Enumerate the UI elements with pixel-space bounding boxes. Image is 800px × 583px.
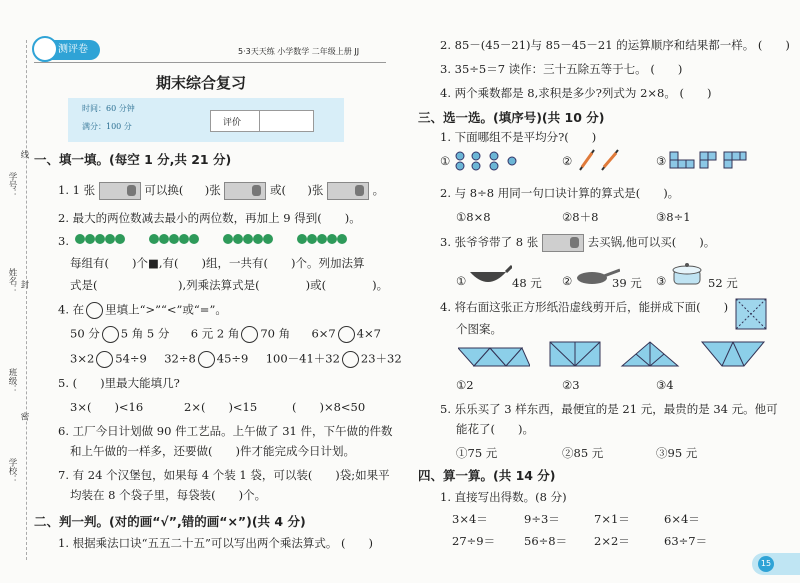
c4-opt-3: ③4 (656, 378, 674, 392)
judge-2: 2. 85－(45－21)与 85－45－21 的运算顺序和结果都一样。 ( ) (440, 38, 790, 52)
judge-1: 1. 根据乘法口诀“五五二十五”可以写出两个乘法算式。 ( ) (58, 536, 374, 550)
banknote-10-icon (542, 234, 584, 252)
question-3 (58, 234, 69, 248)
blank-circle[interactable] (241, 326, 258, 343)
c5-opt-2: ②85 元 (562, 446, 604, 460)
calc-r1-4: 6×4＝ (664, 512, 700, 526)
blocks-icon (668, 148, 748, 172)
q4-text-b: 里填上“>”“<”或“=”。 (105, 302, 227, 317)
calc-r2-1: 27÷9＝ (452, 534, 496, 548)
banknote-100-icon (99, 182, 141, 200)
q5-item-3: ( )×8<50 (292, 400, 366, 414)
name-label: 姓名： (7, 268, 17, 294)
q1-text-d: 或( (270, 183, 287, 197)
section4-title: 四、算一算。(共 14 分) (418, 468, 556, 483)
calc-r1-2: 9÷3＝ (524, 512, 560, 526)
choice-4-line2: 个图案。 (456, 322, 502, 336)
pattern-4-icon (700, 340, 766, 368)
question-6-line1: 6. 工厂今日计划做 90 件工艺品。上午做了 31 件，下午做的件数 (58, 424, 393, 438)
judge-3: 3. 35÷5＝7 读作：三十五除五等于七。 ( ) (440, 62, 683, 76)
pencils-icon (574, 148, 626, 172)
c2-opt-3: ③8÷1 (656, 210, 691, 224)
question-1 (58, 182, 384, 200)
q5-item-1: 3×( )<16 (70, 400, 144, 414)
banknote-20-icon (327, 182, 369, 200)
binding-sidebar (2, 128, 30, 568)
question-6-line2: 和上午做的一样多，还要做( )件才能完成今日计划。 (70, 444, 355, 458)
page-number-badge (752, 553, 800, 575)
school-label: 学校： (7, 458, 17, 484)
c3-price-1: 48 元 (512, 276, 542, 290)
page-title: 期末综合复习 (156, 74, 247, 92)
q4-r1-c: 6 元 2 角 (190, 326, 240, 341)
page-number: 15 (758, 556, 774, 572)
c1-opt-2-label: ② (562, 154, 573, 168)
c3-text-b: 去买锅,他可以买( )。 (587, 235, 716, 249)
series-label: 5·3天天练 小学数学 二年级上册 JJ (238, 47, 360, 56)
class-label: 班级： (7, 368, 17, 394)
q4-row1 (70, 326, 381, 343)
grade-label: 评价 (223, 118, 242, 128)
question-4 (58, 302, 227, 319)
q4-r2-a: 3×2 (70, 351, 95, 366)
c5-opt-1: ①75 元 (456, 446, 498, 460)
section2-title: 二、判一判。(对的画“√”,错的画“×”)(共 4 分) (34, 514, 306, 529)
q4-text-a: 4. 在 (58, 302, 85, 317)
c4-opt-2: ②3 (562, 378, 580, 392)
c1-opt-1-label: ① (440, 154, 451, 168)
blank-circle[interactable] (338, 326, 355, 343)
blank-circle[interactable] (96, 351, 113, 368)
blank-circle[interactable] (198, 351, 215, 368)
blank-circle[interactable] (102, 326, 119, 343)
q4-r2-f: 23＋32 (360, 351, 402, 366)
time-limit: 时间：60 分钟 (82, 104, 135, 113)
q3-number: 3. (58, 234, 69, 248)
c4-opt-1: ①2 (456, 378, 474, 392)
grade-box (210, 110, 314, 132)
test-badge: 测评卷 (38, 40, 100, 60)
q4-r2-c: 32÷8 (164, 351, 196, 366)
compare-circle-icon (86, 302, 103, 319)
plant-groups-icon (74, 230, 384, 248)
c3-price-2: 39 元 (612, 276, 642, 290)
c3-price-3: 52 元 (708, 276, 738, 290)
calc-r1-3: 7×1＝ (594, 512, 630, 526)
student-id-label: 学号： (7, 172, 17, 198)
pattern-3-icon (620, 340, 680, 368)
q4-r1-d: 70 角 (260, 326, 291, 341)
c3-text-a: 3. 张爷爷带了 8 张 (440, 235, 539, 249)
banknote-50-icon (224, 182, 266, 200)
choice-5-line2: 能花了( )。 (456, 422, 534, 436)
square-paper-icon (735, 298, 767, 330)
question-3-line1: 每组有( )个■,有( )组，一共有( )个。列加法算 (70, 256, 365, 270)
calc-r2-3: 2×2＝ (594, 534, 630, 548)
question-2: 2. 最大的两位数减去最小的两位数，再加上 9 得到( )。 (58, 211, 361, 225)
section3-title: 三、选一选。(填序号)(共 10 分) (418, 110, 605, 125)
choice-4-line1: 4. 将右面这张正方形纸沿虚线剪开后，能拼成下面( ) (440, 300, 729, 314)
blank-circle[interactable] (342, 351, 359, 368)
wok-icon (466, 262, 512, 290)
q1-text-c: )张 (204, 183, 221, 197)
mascot-icon (32, 36, 58, 62)
peaches-icon (452, 148, 528, 172)
choice-2: 2. 与 8÷8 用同一句口诀计算的算式是( )。 (440, 186, 680, 200)
q4-r2-d: 45÷9 (216, 351, 249, 366)
calc-r2-4: 63÷7＝ (664, 534, 708, 548)
seal-label: 封 (19, 280, 29, 289)
q4-r1-b: 5 角 5 分 (120, 326, 170, 341)
c2-opt-2: ②8＋8 (562, 210, 599, 224)
question-5: 5. ( )里最大能填几? (58, 376, 180, 390)
calc-r2-2: 56÷8＝ (524, 534, 568, 548)
choice-3 (440, 234, 715, 252)
q1-text-e: )张 (307, 183, 324, 197)
secret-label: 密 (19, 412, 29, 421)
c3-opt-3-label: ③ (656, 274, 667, 288)
question-7-line2: 均装在 8 个袋子里，每袋装( )个。 (70, 488, 267, 502)
q4-r1-a: 50 分 (70, 326, 100, 341)
q1-text-b: 可以换( (144, 183, 184, 197)
calc-r1-1: 3×4＝ (452, 512, 488, 526)
c3-opt-1-label: ① (456, 274, 467, 288)
q4-row2 (70, 351, 402, 368)
q1-text-a: 1. 1 张 (58, 183, 96, 197)
pattern-2-icon (548, 340, 602, 368)
q4-r1-f: 4×7 (356, 326, 381, 341)
section1-title: 一、填一填。(每空 1 分,共 21 分) (34, 152, 232, 167)
pot-icon (668, 260, 708, 290)
header-rule (34, 62, 386, 63)
choice-1: 1. 下面哪组不是平均分?( ) (440, 130, 597, 144)
q1-text-f: 。 (372, 183, 385, 197)
c1-opt-3-label: ③ (656, 154, 667, 168)
judge-4: 4. 两个乘数都是 8,求积是多少?列式为 2×8。 ( ) (440, 86, 712, 100)
question-7-line1: 7. 有 24 个汉堡包，如果每 4 个装 1 袋，可以装( )袋;如果平 (58, 468, 390, 482)
c2-opt-1: ①8×8 (456, 210, 491, 224)
c5-opt-3: ③95 元 (656, 446, 698, 460)
q5-item-2: 2×( )<15 (184, 400, 258, 414)
full-score: 满分：100 分 (82, 122, 132, 131)
choice-5-line1: 5. 乐乐买了 3 样东西，最便宜的是 21 元，最贵的是 34 元。他可 (440, 402, 778, 416)
question-3-line2: 式是( ),列乘法算式是( )或( )。 (70, 278, 389, 292)
q4-r2-b: 54÷9 (115, 351, 147, 366)
c3-opt-2-label: ② (562, 274, 573, 288)
pattern-1-icon (458, 346, 530, 368)
calc-intro: 1. 直接写出得数。(8 分) (440, 490, 567, 504)
q4-r2-e: 100－41＋32 (265, 351, 340, 366)
q4-r1-e: 6×7 (311, 326, 336, 341)
line-label: 线 (19, 150, 29, 159)
